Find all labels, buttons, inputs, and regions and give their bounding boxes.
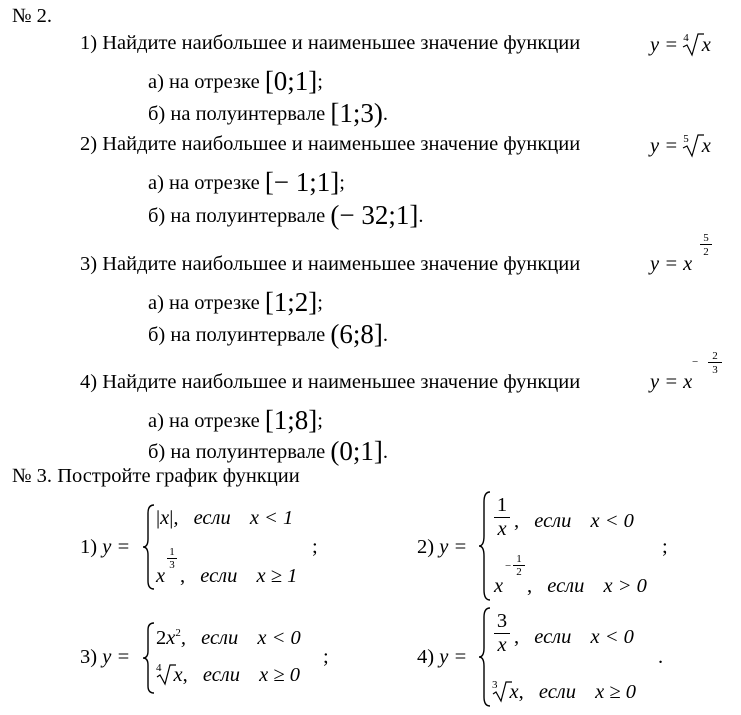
task-2-b-end: .	[418, 205, 424, 227]
task-2-a-end: ;	[339, 172, 345, 194]
task-2-a-label: а) на отрезке	[148, 172, 260, 194]
task-3-b-interval: (6;8]	[330, 319, 383, 349]
task-2-b	[148, 200, 424, 230]
task-1-a-interval: [0;1]	[264, 66, 318, 96]
task-1-line	[80, 33, 580, 54]
task-3-b-label: б) на полуинтервале	[148, 324, 326, 346]
task-3-exponent: $\frac{5}{2}$	[700, 232, 712, 258]
p1-case-2-cond: , если x ≥ 1	[180, 565, 298, 587]
p4-end: .	[658, 646, 664, 668]
task-1-func-math: y = $^4$ x	[650, 32, 711, 56]
task-4-text: Найдите наибольшее и наименьшее значение функции	[102, 371, 581, 393]
task-3-text: Найдите наибольшее и наименьшее значение функции	[102, 253, 581, 275]
p3-num: 3)	[80, 646, 98, 668]
section-3-number: № 3.	[12, 465, 53, 487]
task-1-text: Найдите наибольшее и наименьшее значение функции	[102, 32, 581, 54]
p3-end: ;	[323, 646, 329, 668]
task-4-b-interval: (0;1]	[330, 436, 383, 466]
task-4-b-end: .	[382, 441, 389, 463]
p2-cond-1: x < 0	[590, 510, 634, 532]
p2-cond-word-1: если	[534, 510, 572, 532]
task-1-a	[148, 66, 323, 96]
p2-label: 2) y =	[417, 536, 468, 558]
p3-brace-icon	[142, 621, 156, 695]
p3-case-2: $^4$ x, если x ≥ 0	[156, 662, 300, 686]
task-2-b-interval: (− 32;1]	[330, 200, 419, 230]
task-2-num: 2)	[80, 133, 98, 155]
task-4-b-label: б) на полуинтервале	[148, 441, 326, 463]
task-1-a-label: а) на отрезке	[148, 71, 260, 93]
p4-case-1-cond: , если x < 0	[514, 626, 634, 648]
p1-exponent: $\frac{1}{3}$	[167, 546, 177, 571]
p1-cond-1: x < 1	[249, 507, 294, 529]
section-2-number: № 2.	[12, 5, 53, 27]
task-2-b-label: б) на полуинтервале	[148, 205, 326, 227]
task-3-num: 3)	[80, 253, 98, 275]
p1-cond-word-1: если	[193, 507, 231, 529]
p2-case-1-cond: , если x < 0	[514, 510, 634, 532]
task-4-b	[148, 436, 389, 466]
p1-cond-word-2: если	[200, 565, 238, 587]
p3-cond-word-2: если	[202, 664, 240, 686]
task-1-b-interval: [1;3)	[330, 98, 383, 128]
task-4-function: y = x	[650, 371, 693, 393]
p4-cond-1: x < 0	[590, 626, 634, 648]
task-4-a	[148, 405, 323, 435]
task-2-line	[80, 134, 580, 155]
p1-num: 1)	[80, 536, 98, 558]
p4-num: 4)	[417, 646, 435, 668]
p2-case-2: x	[494, 575, 504, 597]
p2-case-1-fraction: $\frac{1}{x}$	[494, 494, 510, 541]
task-3-line	[80, 254, 580, 275]
task-4-line	[80, 372, 580, 393]
task-3-b	[148, 319, 389, 349]
task-2-function: y = $^5$ x	[650, 133, 711, 157]
task-4-exponent: − 2 3	[700, 350, 722, 376]
p4-brace-icon	[478, 606, 492, 708]
task-4-a-end: ;	[317, 410, 323, 432]
p2-case-2-cond: , если x > 0	[527, 575, 647, 597]
task-1-b-label: б) на полуинтервале	[148, 103, 326, 125]
p2-num: 2)	[417, 536, 435, 558]
p3-label: 3) y =	[80, 646, 131, 668]
p2-cond-2: x > 0	[603, 575, 647, 597]
p3-case-1: $2x^2$, если x < 0	[156, 627, 301, 649]
p1-cond-2: x ≥ 1	[256, 565, 298, 587]
p1-label: 1) y =	[80, 536, 131, 558]
p2-end: ;	[662, 536, 668, 558]
p2-exponent: − 1 2	[505, 553, 525, 578]
p1-brace-icon	[142, 503, 156, 591]
p4-case-1-fraction: $\frac{3}{x}$	[494, 610, 510, 657]
task-1-b-end: .	[382, 103, 389, 125]
p2-cond-word-2: если	[547, 575, 585, 597]
task-3-b-end: .	[382, 324, 389, 346]
p1-case-2: x	[156, 565, 166, 587]
task-2-text: Найдите наибольшее и наименьшее значение функции	[102, 133, 581, 155]
p4-cond-word-1: если	[534, 626, 572, 648]
section-3-title: Постройте график функции	[57, 465, 300, 487]
task-3-a-label: а) на отрезке	[148, 292, 260, 314]
p4-cond-2: x ≥ 0	[595, 681, 636, 703]
p3-cond-2: x ≥ 0	[259, 664, 300, 686]
task-3-a	[148, 287, 323, 317]
p2-brace-icon	[478, 490, 492, 602]
p4-case-2: $^3$ x, если x ≥ 0	[492, 679, 636, 703]
task-2-a	[148, 167, 345, 197]
task-3-a-end: ;	[317, 292, 323, 314]
p4-label: 4) y =	[417, 646, 468, 668]
task-1-b	[148, 98, 389, 128]
task-4-a-label: а) на отрезке	[148, 410, 260, 432]
section-3-heading	[12, 466, 300, 487]
task-1-function	[650, 33, 711, 57]
p3-cond-word-1: если	[201, 627, 239, 649]
task-3-function: y = x	[650, 253, 693, 275]
p1-end: ;	[312, 536, 318, 558]
task-3-a-interval: [1;2]	[264, 287, 318, 317]
p3-cond-1: x < 0	[257, 627, 301, 649]
p1-case-1: |x|, если x < 1	[156, 507, 294, 529]
task-1-num: 1)	[80, 32, 98, 54]
task-1-a-end: ;	[317, 71, 323, 93]
task-2-a-interval: [− 1;1]	[264, 167, 340, 197]
task-4-num: 4)	[80, 371, 98, 393]
task-4-a-interval: [1;8]	[264, 405, 318, 435]
p4-cond-word-2: если	[538, 681, 576, 703]
